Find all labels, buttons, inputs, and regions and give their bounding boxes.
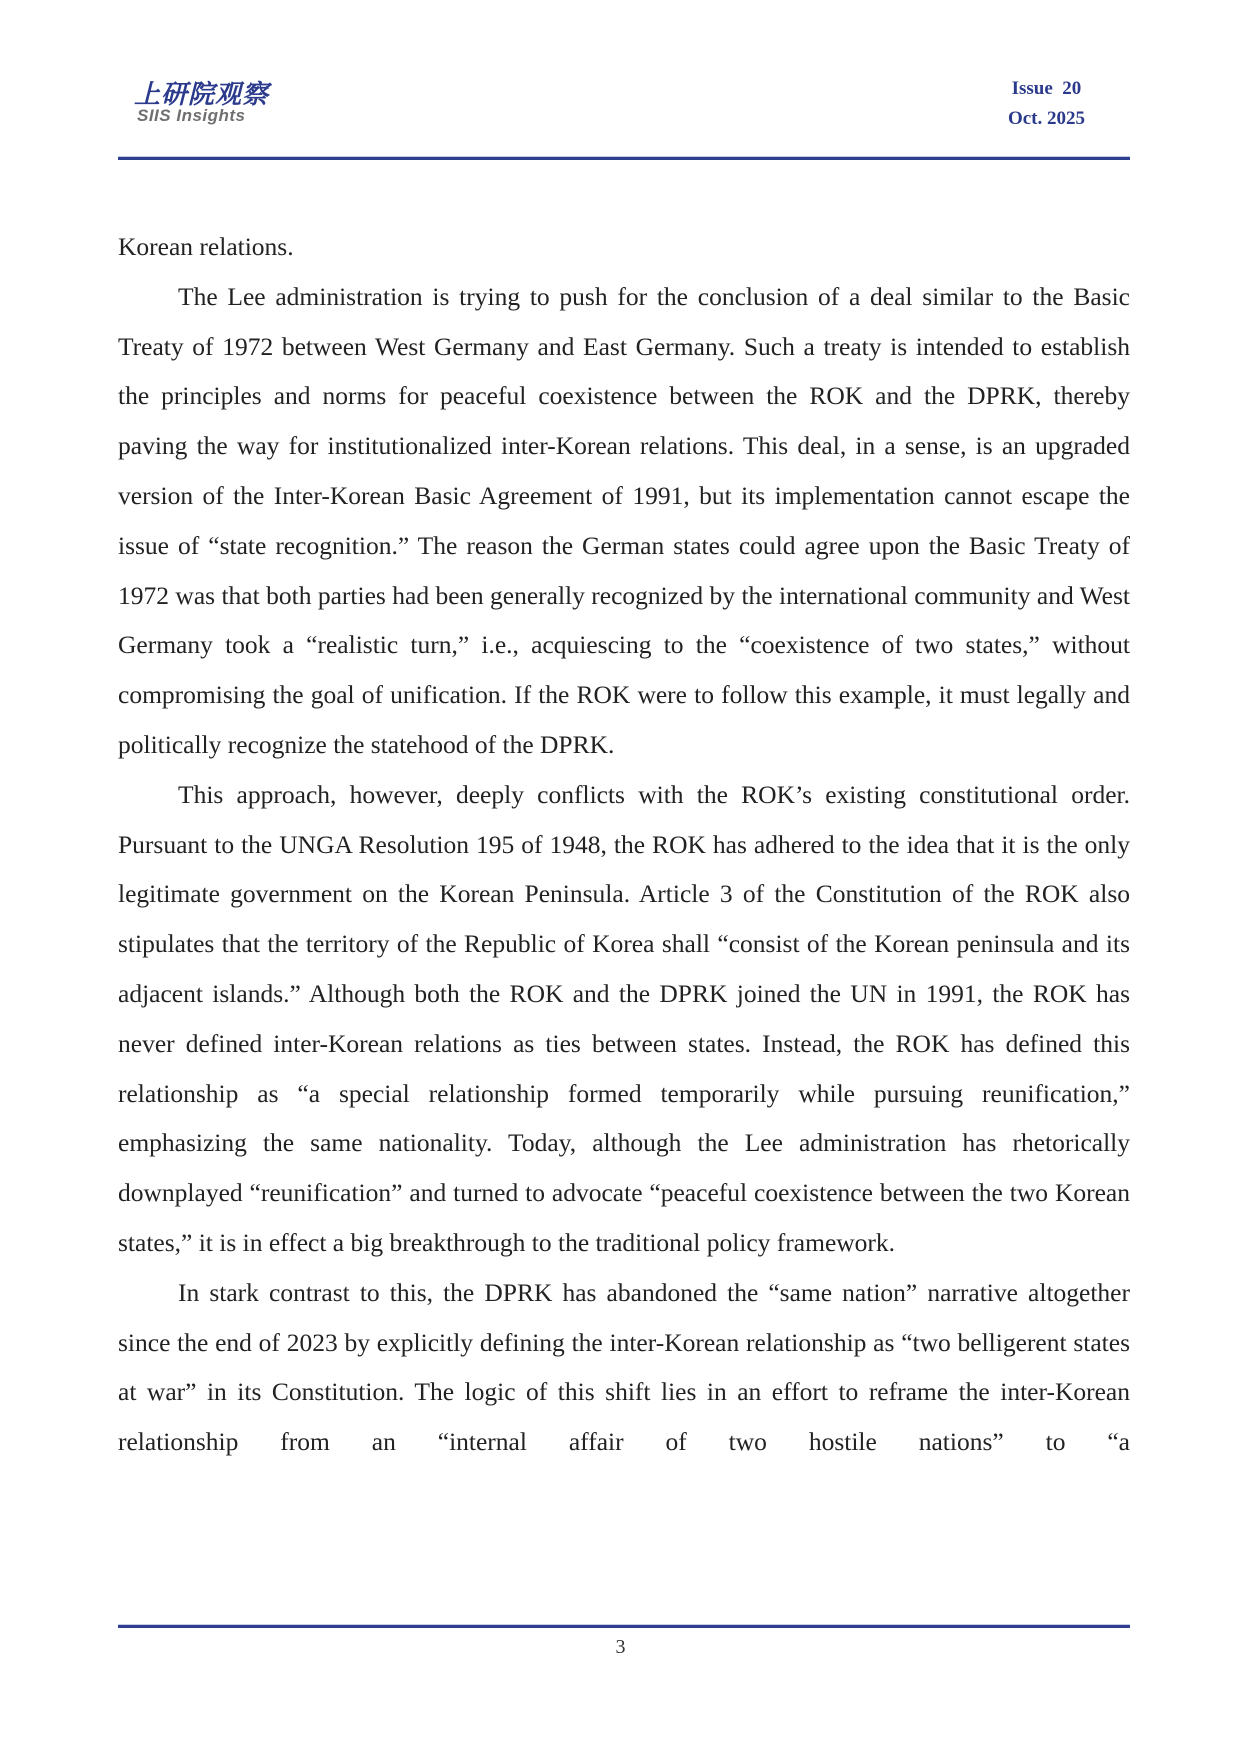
paragraph: The Lee administration is trying to push for the conclusion of a deal similar to the Basic Treaty of 1972 between West Germany and East Germany. Such a treaty is intended to establish the principles and norms for peaceful coexistence between the ROK and the DPRK, thereby paving the way for institutionalized inter-Korean relations. This deal, in a sense, is an upgraded version of the Inter-Korean Basic Agreement of 1991, but its implementation cannot escape the issue of “state recognition.” The reason the German states could agree upon the Basic Treaty of 1972 was that both parties had been generally recognized by the international community and West Germany took a “realistic turn,” i.e., acquiescing to the “coexistence of two states,” without compromising the goal of unification. If the ROK were to follow this example, it must legally and politically recognize the statehood of the DPRK.	[118, 281, 1130, 759]
paragraph-continuation: Korean relations.	[118, 232, 294, 261]
issue-number: Issue 20	[1011, 78, 1082, 99]
paragraph: This approach, however, deeply conflicts with the ROK’s existing constitutional order. Pursuant to the UNGA Resolution 195 of 1948, the ROK has adhered to the idea that it is the only legitimate government on the Korean Peninsula. Article 3 of the Constitution of the ROK also stipulates that the territory of the Republic of Korea shall “consist of the Korean peninsula and its adjacent islands.” Although both the ROK and the DPRK joined the UN in 1991, the ROK has never defined inter-Korean relations as ties between states. Instead, the ROK has defined this relationship as “a special relationship formed temporarily while pursuing reunification,” emphasizing the same nationality. Today, although the Lee administration has rhetorically downplayed “reunification” and turned to advocate “peaceful coexistence between the two Korean states,” it is in effect a big breakthrough to the traditional policy framework.	[118, 779, 1130, 1257]
footer-divider	[118, 1624, 1130, 1628]
header-divider	[118, 156, 1130, 160]
issue-date: Oct. 2025	[1007, 108, 1085, 129]
siis-logo-english: SIIS Insights	[137, 106, 246, 125]
siis-logo-chinese: 上研院观察	[134, 80, 270, 110]
article-body	[118, 222, 1130, 1467]
page-number: 3	[615, 1636, 626, 1658]
issue-info	[1008, 74, 1085, 134]
paragraph: In stark contrast to this, the DPRK has abandoned the “same nation” narrative altogether since the end of 2023 by explicitly defining the inter-Korean relationship as “two belligerent states at war” in its Constitution. The logic of this shift lies in an effort to reframe the inter-Korean relationship from an “internal affair of two hostile nations” to “a	[118, 1277, 1130, 1457]
